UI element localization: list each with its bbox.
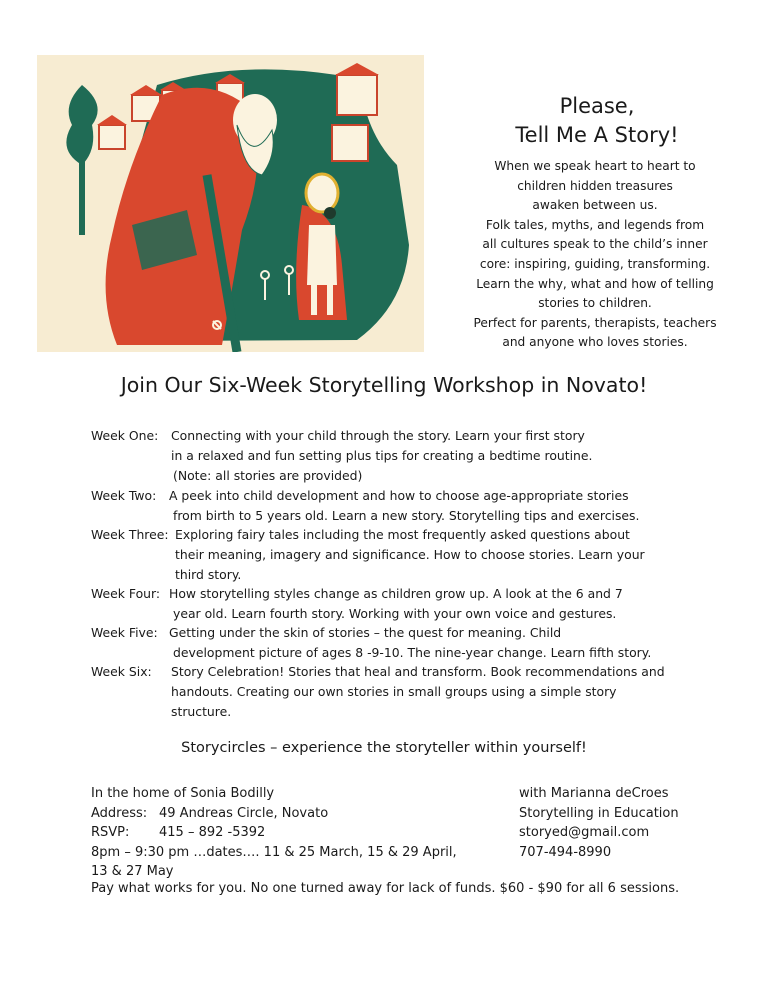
- storycircles-tagline: Storycircles – experience the storyteller within yourself!: [181, 740, 587, 756]
- hero-line: stories to children.: [538, 296, 652, 311]
- rsvp-label: RSVP:: [91, 825, 130, 840]
- week-line: handouts. Creating our own stories in small groups using a simple story: [171, 683, 617, 699]
- workshop-headline: Join Our Six-Week Storytelling Workshop in Novato!: [120, 373, 648, 397]
- hero-line: children hidden treasures: [517, 178, 673, 193]
- hero-line: Perfect for parents, therapists, teachers: [473, 315, 717, 330]
- week-line: Exploring fairy tales including the most frequently asked questions about: [175, 527, 630, 542]
- pricing-note: Pay what works for you. No one turned away for lack of funds. $60 - $90 for all 6 sessions.: [91, 881, 680, 896]
- address-value: 49 Andreas Circle, Novato: [159, 805, 329, 821]
- venue-home: In the home of Sonia Bodilly: [91, 786, 275, 801]
- address-label: Address:: [91, 805, 148, 821]
- week-line: their meaning, imagery and significance. How to choose stories. Learn your: [175, 546, 645, 562]
- venue-details: [91, 784, 457, 882]
- venue-rsvp: [91, 823, 457, 843]
- week-line: Connecting with your child through the story. Learn your first story: [171, 428, 585, 443]
- week-note: (Note: all stories are provided): [173, 467, 363, 483]
- instructor-details: [519, 784, 679, 862]
- hero-line: all cultures speak to the child’s inner: [482, 237, 708, 252]
- hero-title-line2: Tell Me A Story!: [515, 123, 679, 147]
- hero-line: Folk tales, myths, and legends from: [485, 217, 705, 232]
- week-label: Week Three:: [91, 527, 169, 542]
- session-dates-cont: 13 & 27 May: [91, 864, 174, 879]
- week-line: structure.: [171, 703, 232, 719]
- venue-address: [91, 804, 457, 824]
- instructor-phone: 707-494-8990: [519, 844, 612, 860]
- week-line: A peek into child development and how to choose age-appropriate stories: [169, 488, 629, 503]
- storyteller-illustration: [37, 55, 424, 352]
- hero-title: [436, 92, 758, 150]
- week-label: Week Five:: [91, 625, 158, 640]
- week-label: Week Six:: [91, 664, 152, 679]
- week-line: from birth to 5 years old. Learn a new story. Storytelling tips and exercises.: [173, 507, 640, 523]
- hero-line: core: inspiring, guiding, transforming.: [479, 256, 711, 271]
- week-line: development picture of ages 8 -9-10. The nine-year change. Learn fifth story.: [173, 644, 652, 660]
- hero-line: and anyone who loves stories.: [502, 335, 688, 350]
- week-label: Week Four:: [91, 586, 161, 601]
- week-line: year old. Learn fourth story. Working with your own voice and gestures.: [173, 605, 617, 621]
- instructor-org: Storytelling in Education: [519, 805, 679, 821]
- week-line: in a relaxed and fun setting plus tips for creating a bedtime routine.: [171, 447, 593, 463]
- hero-line: awaken between us.: [532, 198, 658, 213]
- week-line: Getting under the skin of stories – the quest for meaning. Child: [169, 625, 562, 640]
- hero-line: Learn the why, what and how of telling: [476, 276, 714, 291]
- week-label: Week Two:: [91, 488, 157, 503]
- week-line: third story.: [175, 566, 242, 582]
- week-label: Week One:: [91, 428, 159, 443]
- session-dates: 8pm – 9:30 pm …dates…. 11 & 25 March, 15 & 29 April,: [91, 844, 457, 860]
- hero-title-line1: Please,: [559, 94, 635, 118]
- rsvp-phone: 415 – 892 -5392: [159, 825, 266, 840]
- hero-description: [426, 157, 764, 353]
- week-line: Story Celebration! Stories that heal and transform. Book recommendations and: [171, 664, 665, 679]
- instructor-email: storyed@gmail.com: [519, 825, 650, 840]
- week-line: How storytelling styles change as children grow up. A look at the 6 and 7: [169, 586, 623, 601]
- hero-line: When we speak heart to heart to: [494, 159, 696, 173]
- instructor-name: with Marianna deCroes: [519, 786, 669, 801]
